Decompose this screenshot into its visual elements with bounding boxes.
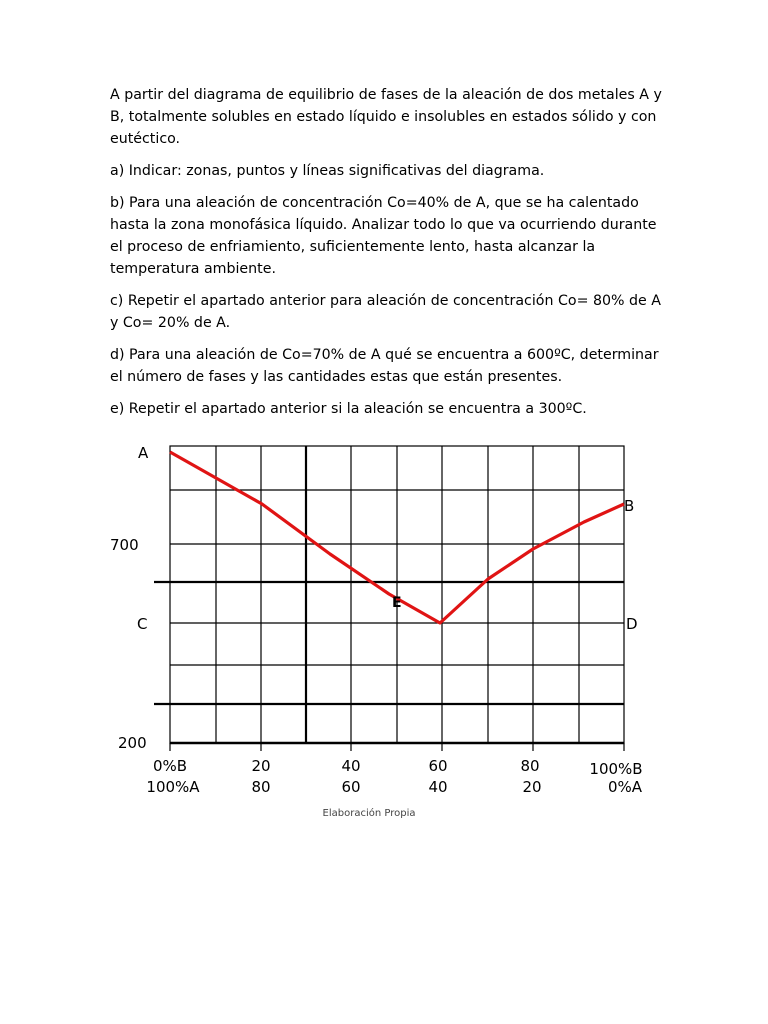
x-label-b-0: 0%B bbox=[152, 757, 188, 775]
x-label-b-20: 20 bbox=[251, 757, 271, 775]
question-e: e) Repetir el apartado anterior si la aleación se encuentra a 300ºC. bbox=[110, 401, 587, 417]
phase-diagram bbox=[110, 436, 670, 826]
x-label-a-0: 0%A bbox=[607, 778, 643, 796]
label-eutectic: E bbox=[392, 595, 402, 611]
x-label-b-60: 60 bbox=[428, 757, 448, 775]
label-b: B bbox=[624, 497, 635, 515]
x-label-a-60: 60 bbox=[341, 778, 361, 796]
x-label-a-80: 80 bbox=[251, 778, 271, 796]
question-a: a) Indicar: zonas, puntos y líneas significativas del diagrama. bbox=[110, 163, 545, 179]
x-label-b-80: 80 bbox=[520, 757, 540, 775]
label-700: 700 bbox=[110, 536, 139, 554]
x-label-a-20: 20 bbox=[522, 778, 542, 796]
label-200: 200 bbox=[118, 734, 147, 752]
intro-paragraph: A partir del diagrama de equilibrio de fases de la aleación de dos metales A y B, totalmente solubles en estado líquido e insolubles en estados sólido y con eutéctico. bbox=[110, 87, 662, 147]
question-c: c) Repetir el apartado anterior para aleación de concentración Co= 80% de A y Co= 20% de A. bbox=[110, 293, 661, 331]
figure-caption: Elaboración Propia bbox=[322, 808, 416, 819]
x-label-b-100: 100%B bbox=[589, 760, 643, 778]
label-d: D bbox=[626, 615, 638, 633]
label-a: A bbox=[138, 444, 149, 462]
question-b: b) Para una aleación de concentración Co=40% de A, que se ha calentado hasta la zona monofásica líquido. Analizar todo lo que va ocurriendo durante el proceso de enfriamiento, suficientemente lento, hasta alcanzar la temperatura ambiente. bbox=[110, 195, 657, 277]
x-label-a-40: 40 bbox=[428, 778, 448, 796]
x-label-a-100: 100%A bbox=[146, 778, 200, 796]
question-d: d) Para una aleación de Co=70% de A qué se encuentra a 600ºC, determinar el número de fases y las cantidades estas que están presentes. bbox=[110, 347, 659, 385]
label-c: C bbox=[137, 615, 148, 633]
grid bbox=[154, 446, 624, 751]
x-label-b-40: 40 bbox=[341, 757, 361, 775]
problem-statement bbox=[110, 84, 670, 430]
